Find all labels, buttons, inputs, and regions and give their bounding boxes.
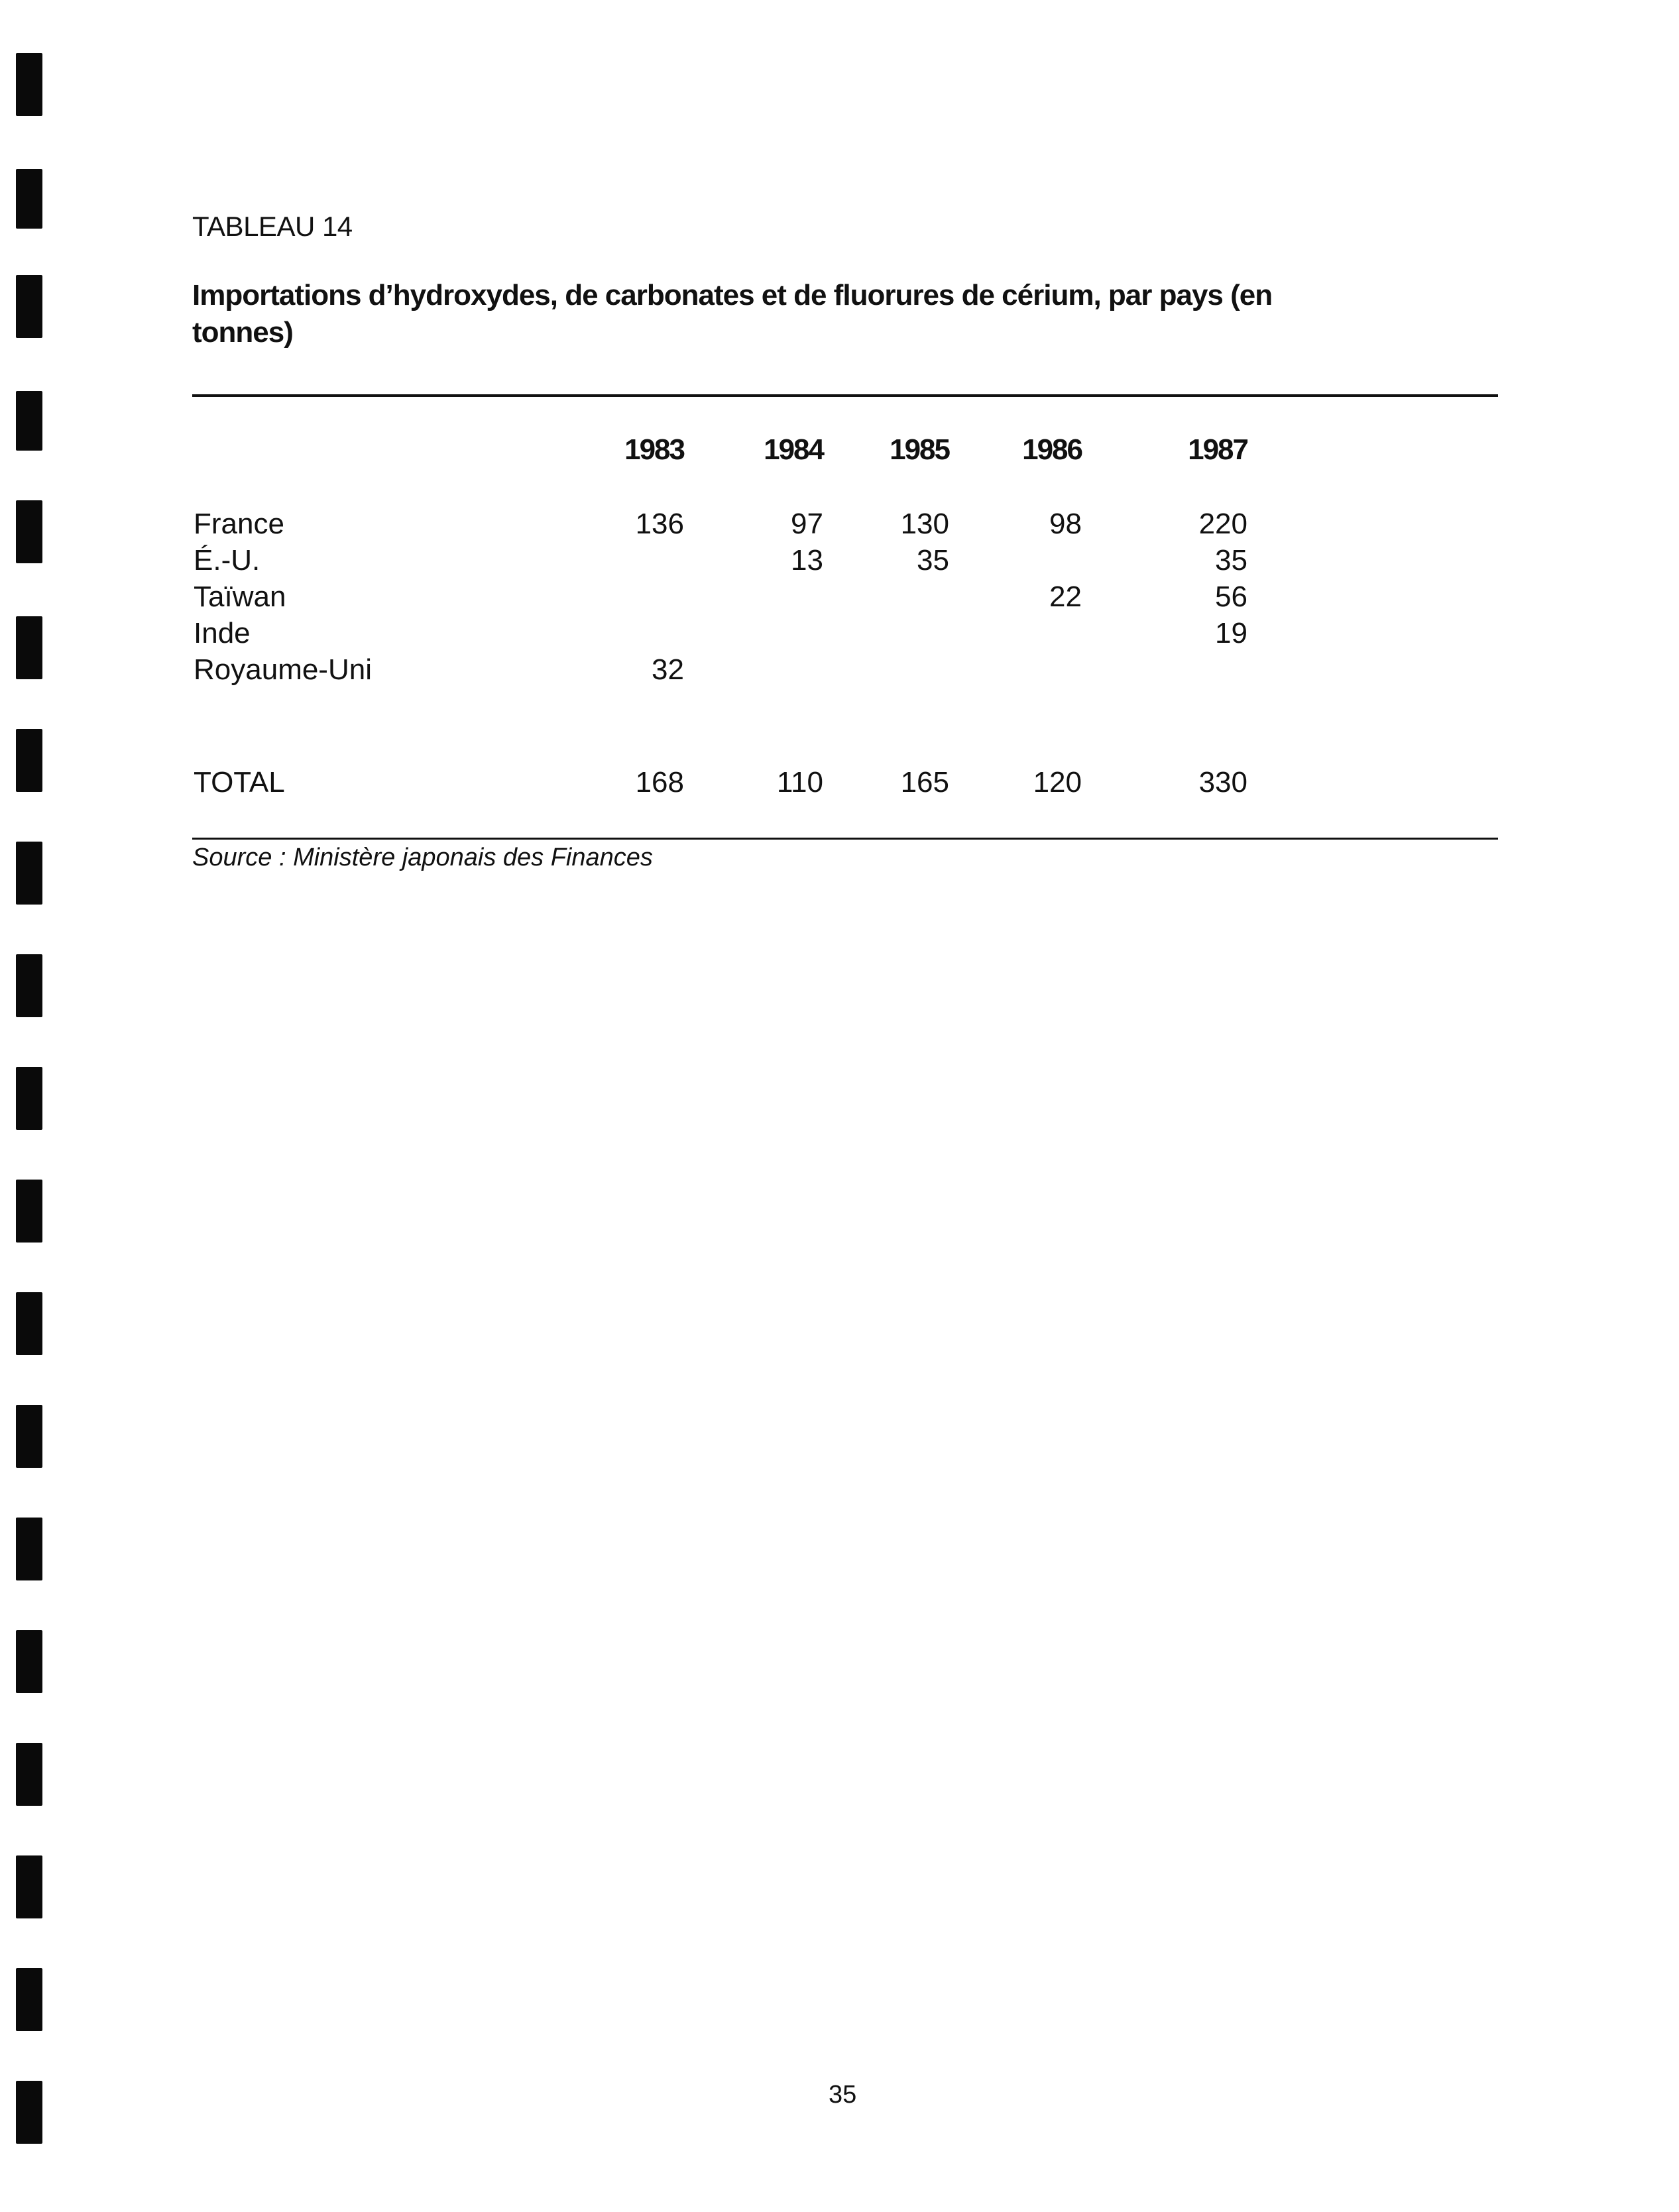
bottom-rule <box>192 838 1498 840</box>
binding-mark <box>16 1968 42 2031</box>
binding-mark <box>16 169 42 229</box>
binding-mark <box>16 391 42 451</box>
page-number: 35 <box>829 2081 857 2109</box>
total-label: TOTAL <box>194 766 285 799</box>
total-cell: 168 <box>635 766 684 799</box>
binding-mark <box>16 1405 42 1468</box>
table-label: TABLEAU 14 <box>192 211 353 242</box>
column-header: 1987 <box>1188 433 1247 466</box>
total-cell: 165 <box>900 766 949 799</box>
table-cell: 32 <box>652 653 684 686</box>
table-cell: 35 <box>1215 544 1247 577</box>
binding-mark <box>16 1518 42 1580</box>
binding-mark <box>16 2081 42 2144</box>
binding-mark <box>16 616 42 679</box>
binding-mark <box>16 1855 42 1918</box>
column-header: 1984 <box>764 433 823 466</box>
table-cell: 35 <box>917 544 949 577</box>
table-cell: 98 <box>1049 508 1082 540</box>
country-label: Taïwan <box>194 581 286 613</box>
country-label: Inde <box>194 617 251 649</box>
total-cell: 120 <box>1033 766 1082 799</box>
binding-mark <box>16 729 42 792</box>
source-note: Source : Ministère japonais des Finances <box>192 844 653 871</box>
country-label: Royaume-Uni <box>194 653 372 686</box>
table-cell: 136 <box>635 508 684 540</box>
binding-mark <box>16 1630 42 1693</box>
table-cell: 97 <box>791 508 823 540</box>
binding-mark <box>16 500 42 563</box>
table-cell: 130 <box>900 508 949 540</box>
column-header: 1983 <box>624 433 684 466</box>
binding-mark <box>16 53 42 116</box>
binding-mark <box>16 842 42 905</box>
table-title: Importations d’hydroxydes, de carbonates et de fluorures de cérium, par pays (en tonnes) <box>192 279 1273 349</box>
country-label: France <box>194 508 284 540</box>
binding-mark <box>16 1743 42 1806</box>
table-cell: 220 <box>1198 508 1247 540</box>
binding-mark <box>16 1292 42 1355</box>
table-cell: 22 <box>1049 581 1082 613</box>
binding-mark <box>16 954 42 1017</box>
country-label: É.-U. <box>194 544 261 577</box>
binding-mark <box>16 1180 42 1243</box>
binding-mark <box>16 1067 42 1130</box>
table-cell: 56 <box>1215 581 1247 613</box>
total-cell: 110 <box>776 766 823 799</box>
total-cell: 330 <box>1198 766 1247 799</box>
top-rule <box>192 394 1498 397</box>
table-cell: 13 <box>791 544 823 577</box>
table-cell: 19 <box>1215 617 1247 649</box>
column-header: 1985 <box>890 433 949 466</box>
column-header: 1986 <box>1022 433 1082 466</box>
binding-mark <box>16 275 42 338</box>
